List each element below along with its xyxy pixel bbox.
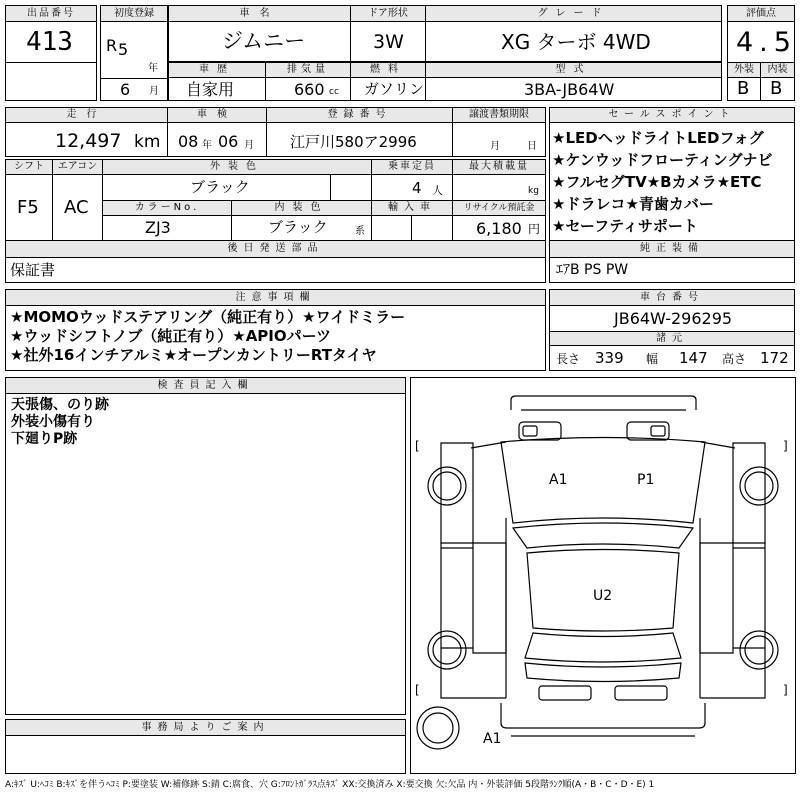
exterior-header: 外装 — [727, 62, 761, 78]
int-color-header: 内装色 — [231, 200, 372, 216]
capacity-unit: 人 — [432, 184, 443, 197]
length-label: 長さ — [556, 352, 581, 366]
max-load-unit: kg — [528, 186, 539, 196]
capacity: 4 — [412, 179, 422, 197]
chassis-number: JB64W-296295 — [614, 309, 733, 328]
month-unit: 月 — [149, 86, 159, 97]
era: R — [106, 36, 118, 55]
color-number-header: カラーNo. — [102, 200, 232, 216]
history: 自家用 — [186, 80, 235, 99]
bracket-mark: ] — [783, 439, 788, 453]
lot-number: 413 — [26, 27, 73, 57]
office-guidance-header: 事務局よりご案内 — [5, 719, 406, 736]
import-header: 輸入車 — [371, 200, 453, 216]
width-label: 幅 — [646, 352, 659, 366]
ext-color: ブラック — [190, 178, 250, 196]
note-item: ★社外16インチアルミ★オープンカントリーRTタイヤ — [10, 346, 377, 364]
interior-header: 内装 — [760, 62, 795, 78]
docs-later: 保証書 — [10, 261, 56, 279]
door-type: 3W — [373, 31, 404, 53]
fuel: ガソリン — [364, 80, 425, 98]
standard-equipment: ｴｱB PS PW — [556, 262, 629, 278]
max-load-header: 最大積載量 — [452, 159, 546, 175]
docs-later-header: 後日発送部品 — [5, 240, 546, 258]
exterior-grade: B — [737, 78, 750, 99]
length: 339 — [595, 349, 624, 367]
inspection-year: 08 — [178, 132, 199, 151]
recycle-fee: 6,180 — [476, 219, 522, 238]
sales-point-item: ★ケンウッドフローティングナビ — [552, 151, 773, 169]
inspector-note: 外装小傷有り — [11, 414, 95, 430]
damage-mark: A1 — [549, 472, 568, 488]
recycle-unit: 円 — [528, 222, 541, 236]
color-number: ZJ3 — [145, 218, 171, 237]
inspector-note: 下廻りP跡 — [11, 431, 78, 447]
aircon-header: エアコン — [52, 159, 103, 175]
car-name-header: 車名 — [168, 5, 351, 22]
sales-point-item: ★セーフティサポート — [552, 217, 698, 235]
transfer-deadline-header: 譲渡書類期限 — [452, 107, 546, 123]
car-damage-diagram — [410, 377, 796, 774]
registration-number-header: 登録番号 — [266, 107, 453, 123]
deadline-day-unit: 日 — [527, 141, 537, 152]
legend: A:ｷｽﾞ U:ﾍｺﾐ B:ｷｽﾞを伴うﾍｺﾐ P:要塗装 W:補修跡 S:錆 C:腐食、穴 G:ﾌﾛﾝﾄｶﾞﾗｽ点ｷｽﾞ XX:交換済み X:要交換 欠:欠品 内・外装評価 5段階ﾗﾝｸ順(A・B・C・D・E) 1 — [5, 780, 655, 790]
mileage-unit: km — [134, 132, 161, 152]
damage-mark: A1 — [483, 731, 502, 747]
inspection-header: 車検 — [167, 107, 267, 123]
grade-header: グレード — [425, 5, 722, 22]
mileage: 12,497 — [55, 130, 122, 152]
interior-grade: B — [770, 78, 783, 99]
score: 4.5 — [736, 27, 797, 58]
inspection-month-unit: 月 — [244, 140, 254, 151]
year-unit: 年 — [148, 63, 158, 74]
fuel-header: 燃料 — [350, 62, 426, 78]
deadline-month-unit: 月 — [490, 141, 500, 152]
inspection-month: 06 — [218, 132, 239, 151]
mileage-header: 走行 — [5, 107, 168, 123]
inspection-year-unit: 年 — [202, 140, 212, 151]
inspector-note: 天張傷、のり跡 — [11, 397, 109, 413]
aircon: AC — [64, 197, 89, 218]
model: 3BA-JB64W — [524, 80, 615, 99]
int-color-unit: 系 — [355, 226, 365, 237]
displacement: 660 — [294, 80, 325, 99]
width: 147 — [679, 349, 708, 367]
inspector-notes-header: 検査員記入欄 — [5, 377, 406, 394]
history-header: 車歴 — [168, 62, 266, 78]
lot-number-header: 出品番号 — [5, 5, 97, 22]
recycle-header: リサイクル預託金 — [452, 200, 546, 216]
height-label: 高さ — [722, 352, 747, 366]
height: 172 — [760, 349, 789, 367]
door-type-header: ドア形状 — [350, 5, 426, 22]
car-name: ジムニー — [222, 29, 306, 53]
grade: XG ターボ 4WD — [501, 30, 651, 54]
bracket-mark: [ — [415, 439, 420, 453]
sales-point-item: ★LEDヘッドライトLEDフォグ — [552, 129, 764, 147]
notes-header: 注意事項欄 — [5, 289, 546, 306]
score-header: 評価点 — [727, 5, 795, 22]
registration-number: 江戸川580ア2996 — [290, 133, 417, 151]
reg-year: 5 — [118, 40, 129, 59]
note-item: ★ウッドシフトノブ（純正有り）★APIOパーツ — [10, 327, 332, 345]
int-color: ブラック — [268, 218, 328, 236]
chassis-number-header: 車台番号 — [549, 289, 795, 306]
bracket-mark: [ — [415, 683, 420, 697]
sales-point-item: ★フルセグTV★Bカメラ★ETC — [552, 173, 762, 191]
capacity-header: 乗車定員 — [371, 159, 453, 175]
shift: F5 — [17, 197, 39, 218]
note-item: ★MOMOウッドステアリング（純正有り）★ワイドミラー — [10, 308, 406, 326]
displacement-unit: cc — [329, 87, 339, 97]
reg-month: 6 — [120, 80, 131, 99]
ext-color-header: 外装色 — [102, 159, 372, 175]
first-registration-header: 初度登録 — [100, 5, 168, 22]
bracket-mark: ] — [783, 683, 788, 697]
shift-header: シフト — [5, 159, 53, 175]
sales-points-header: セールスポイント — [549, 107, 795, 123]
standard-equipment-header: 純正装備 — [549, 240, 795, 258]
model-header: 型式 — [425, 62, 722, 78]
sales-point-item: ★ドラレコ★青歯カバー — [552, 195, 714, 213]
damage-mark: P1 — [637, 472, 655, 488]
specs-header: 諸元 — [549, 331, 795, 346]
car-outline-icon — [411, 378, 795, 773]
damage-mark: U2 — [593, 588, 613, 604]
displacement-header: 排気量 — [265, 62, 351, 78]
